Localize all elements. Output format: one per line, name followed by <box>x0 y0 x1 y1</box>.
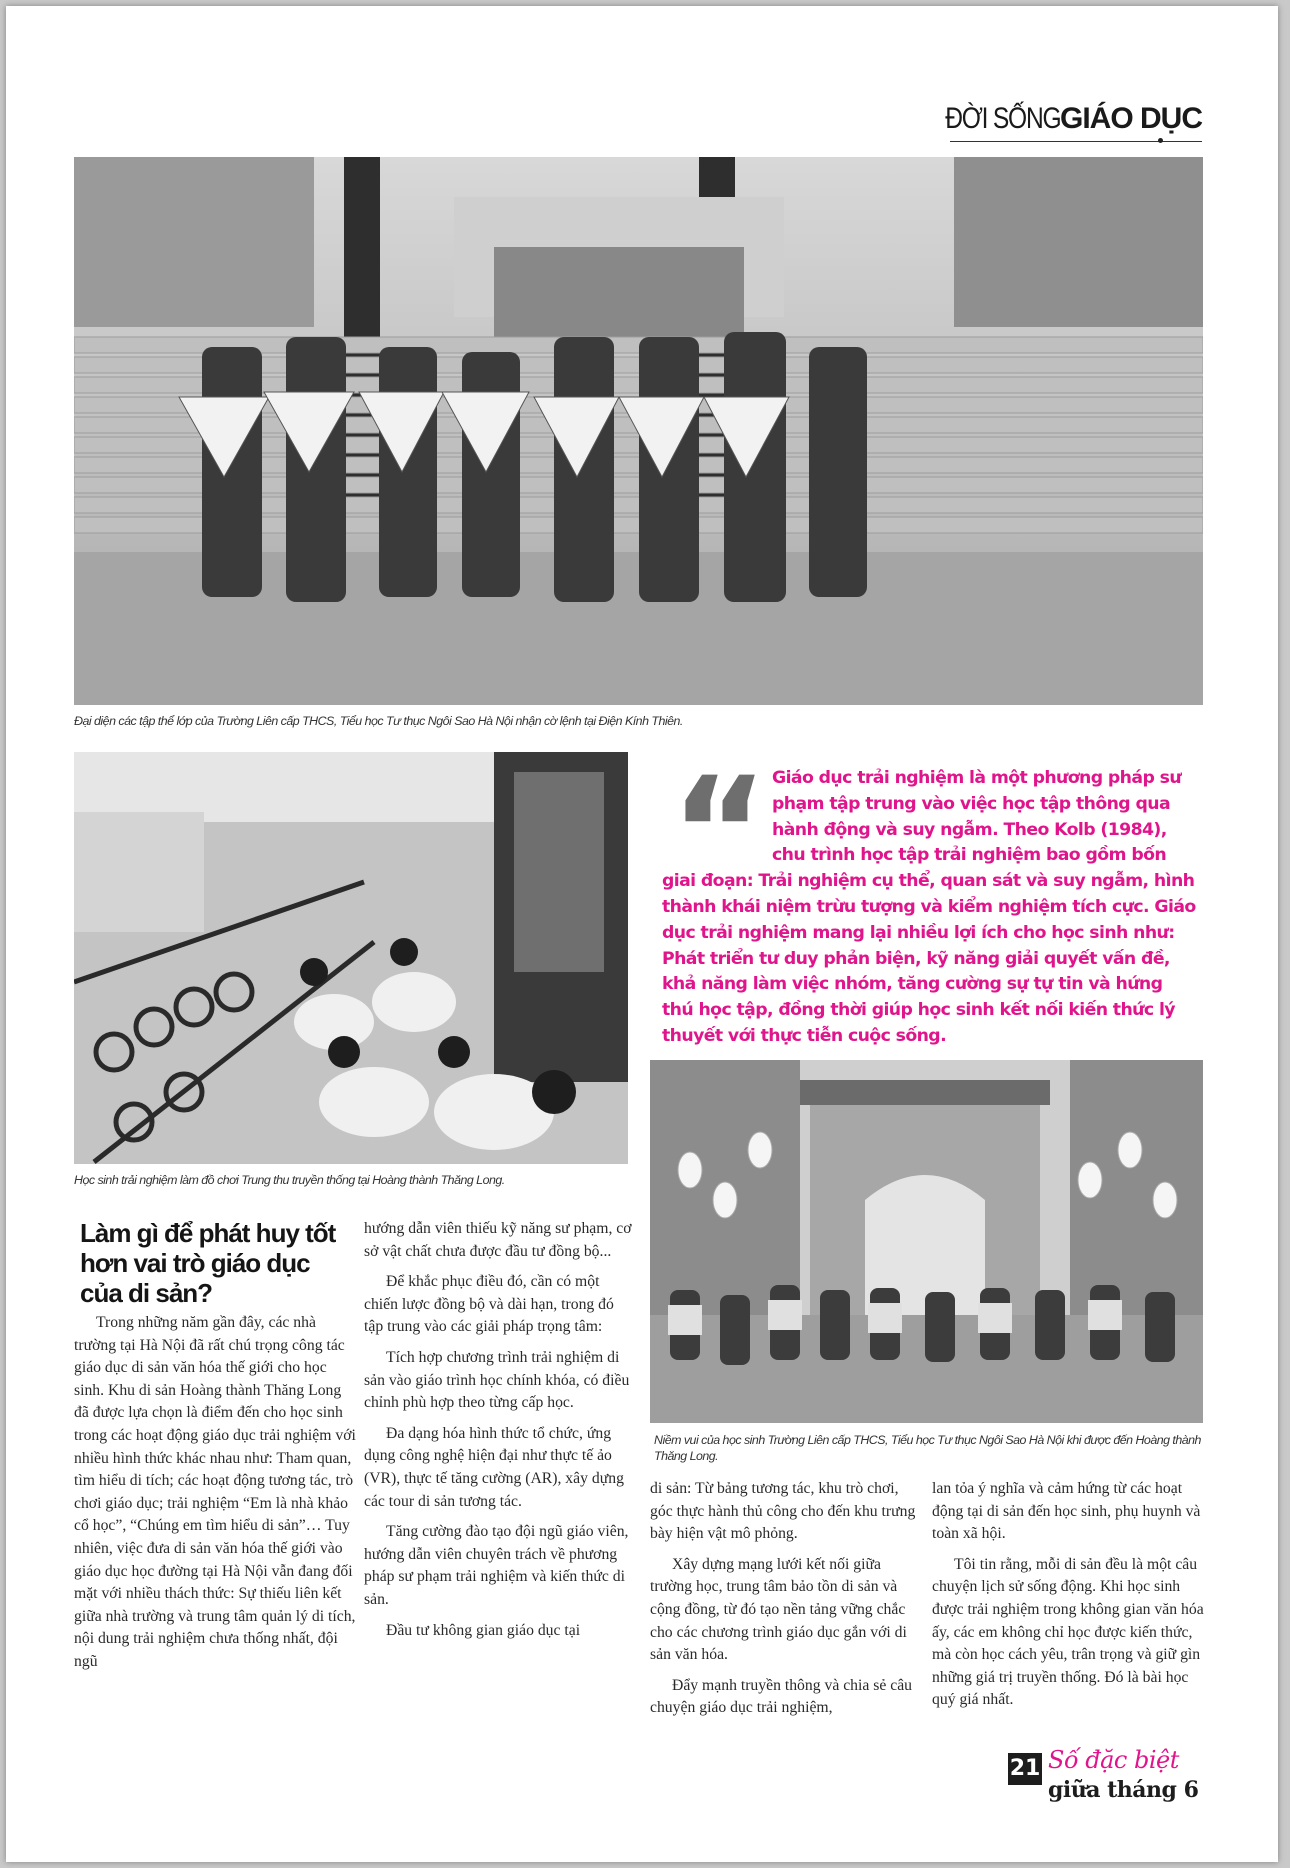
photo-children-running-image <box>650 1060 1203 1423</box>
page-number: 21 <box>1008 1753 1042 1785</box>
section-header-rule <box>950 141 1202 142</box>
caption-running-photo: Niềm vui của học sinh Trường Liên cấp THCS, Tiểu học Tư thục Ngôi Sao Hà Nội khi được đến Hoàng thành Thăng Long. <box>654 1433 1201 1463</box>
photo-students-pennants <box>74 157 1203 705</box>
pull-quote <box>662 766 1197 1050</box>
article-column-3 <box>650 1478 924 1728</box>
section-header-light: ĐỜI SỐNG <box>944 102 1060 135</box>
paragraph: di sản: Từ bảng tương tác, khu trò chơi, góc thực hành thủ công cho đến khu trưng bày hiện vật mô phỏng. <box>650 1480 916 1543</box>
pull-quote-text: Giáo dục trải nghiệm là một phương pháp sư phạm tập trung vào việc học tập thông qua hành động và suy ngẫm. Theo Kolb (1984), chu trình học tập trải nghiệm bao gồm bốn giai đoạn: Trải nghiệm cụ thể, quan sát và suy ngẫm, hình thành khái niệm trừu tượng và kiểm nghiệm tích cực. Giáo dục trải nghiệm mang lại nhiều lợi ích cho học sinh như: Phát triển tư duy phản biện, kỹ năng giải quyết vấn đề, khả năng làm việc nhóm, tăng cường sự tự tin và hứng thú học tập, đồng thời giúp học sinh kết nối kiến thức lý thuyết với thực tiễn cuộc sống. <box>662 768 1196 1046</box>
caption-top-photo: Đại diện các tập thể lớp của Trường Liên cấp THCS, Tiểu học Tư thục Ngôi Sao Hà Nội nhận cờ lệnh tại Điện Kính Thiên. <box>74 714 683 728</box>
photo-lantern-making-image <box>74 752 628 1164</box>
section-header-bold: GIÁO DỤC <box>1060 102 1202 135</box>
issue-label: Số đặc biệt <box>1048 1746 1179 1774</box>
section-header-dot <box>1158 138 1163 143</box>
photo-students-pennants-image <box>74 157 1203 705</box>
paragraph: Đa dạng hóa hình thức tổ chức, ứng dụng công nghệ hiện đại như thực tế ảo (VR), thực tế tăng cường (AR), xây dựng các tour di sản tương tác. <box>364 1424 624 1510</box>
quote-mark-icon: “ <box>670 746 769 920</box>
article-heading: Làm gì để phát huy tốt hơn vai trò giáo dục của di sản? <box>80 1218 336 1308</box>
photo-lantern-making <box>74 752 628 1164</box>
issue-date: giữa tháng 6 <box>1048 1777 1199 1803</box>
magazine-page <box>6 6 1278 1862</box>
article-column-1 <box>74 1312 356 1682</box>
paragraph: Đẩy mạnh truyền thông và chia sẻ câu chuyện giáo dục trải nghiệm, <box>650 1676 913 1717</box>
photo-children-running <box>650 1060 1203 1423</box>
paragraph: Đầu tư không gian giáo dục tại <box>386 1621 581 1639</box>
paragraph: Tích hợp chương trình trải nghiệm di sản vào giáo trình học chính khóa, có điều chỉnh phù hợp theo từng cấp học. <box>364 1348 630 1412</box>
paragraph: Tăng cường đào tạo đội ngũ giáo viên, hướng dẫn viên chuyên trách về phương pháp sư phạm trải nghiệm và kiến thức di sản. <box>364 1523 629 1608</box>
quote-indent-spacer <box>662 766 772 844</box>
paragraph: Xây dựng mạng lưới kết nối giữa trường học, trung tâm bảo tồn di sản và cộng đồng, từ đó tạo nền tảng vững chắc cho các chương trình giáo dục gắn với di sản văn hóa. <box>650 1555 907 1664</box>
article-column-2 <box>364 1218 636 1650</box>
paragraph: Trong những năm gần đây, các nhà trường tại Hà Nội đã rất chú trọng công tác giáo dục di sản văn hóa thế giới cho học sinh. Khu di sản Hoàng thành Thăng Long đã được lựa chọn là điểm đến cho học sinh trong các hoạt động giáo dục trải nghiệm với nhiều hình thức khác nhau như: Tham quan, tìm hiểu di tích; các hoạt động tương tác, trò chơi giáo dục; trải nghiệm “Em là nhà khảo cổ học”, “Chúng em tìm hiểu di sản”… Tuy nhiên, việc đưa di sản văn hóa thế giới vào giáo dục học đường tại Hà Nội vẫn đang đối mặt với nhiều thách thức: Sự thiếu liên kết giữa nhà trường và trung tâm quản lý di tích, nội dung trải nghiệm chưa thống nhất, đội ngũ <box>74 1314 356 1670</box>
paragraph: hướng dẫn viên thiếu kỹ năng sư phạm, cơ sở vật chất chưa được đầu tư đồng bộ... <box>364 1220 632 1260</box>
paragraph: lan tỏa ý nghĩa và cảm hứng từ các hoạt động tại di sản đến học sinh, phụ huynh và toàn xã hội. <box>932 1480 1201 1543</box>
paragraph: Để khắc phục điều đó, cần có một chiến lược đồng bộ và dài hạn, trong đó tập trung vào các giải pháp trọng tâm: <box>364 1273 614 1336</box>
article-column-4 <box>932 1478 1206 1720</box>
paragraph: Tôi tin rằng, mỗi di sản đều là một câu chuyện lịch sử sống động. Khi học sinh được trải nghiệm trong không gian văn hóa ấy, các em không chỉ học được kiến thức, mà còn học cách yêu, trân trọng và giữ gìn những giá trị truyền thống. Đó là bài học quý giá nhất. <box>932 1555 1204 1709</box>
section-header <box>920 102 1202 136</box>
caption-lantern-photo: Học sinh trải nghiệm làm đồ chơi Trung thu truyền thống tại Hoàng thành Thăng Long. <box>74 1173 505 1187</box>
